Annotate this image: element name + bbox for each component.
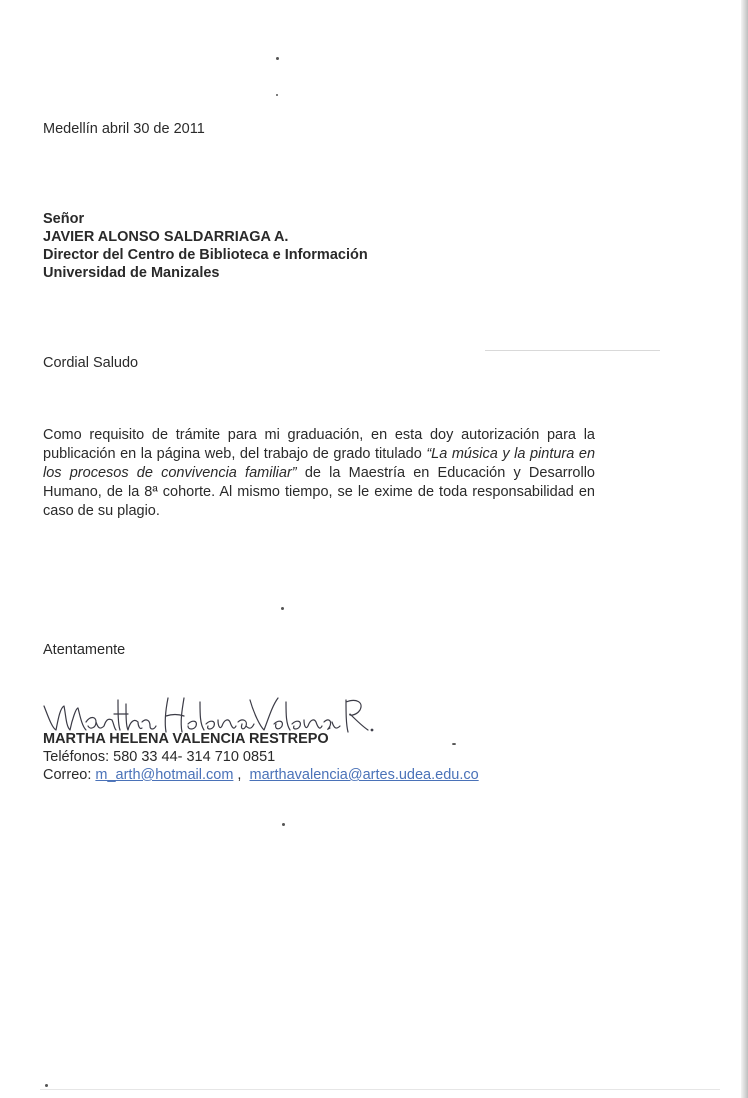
email-label: Correo: [43, 767, 96, 783]
body-part-2: de la Maestría en Educación y Desarrollo Humano, de la 8ª cohorte. Al mismo tiempo, se le exime de toda responsabilidad en caso de su plagio. [43, 465, 595, 519]
recipient-salutation: Señor [43, 211, 85, 227]
recipient-institution: Universidad de Manizales [43, 265, 220, 281]
greeting: Cordial Saludo [43, 355, 139, 371]
recipient-name: JAVIER ALONSO SALDARRIAGA A. [43, 229, 289, 245]
closing: Atentamente [43, 642, 126, 658]
signer-block [43, 730, 479, 784]
letter-date: Medellín abril 30 de 2011 [43, 121, 205, 137]
email-link-udea[interactable]: marthavalencia@artes.udea.edu.co [249, 767, 479, 783]
scan-speck [45, 1084, 48, 1087]
scan-speck [282, 823, 285, 826]
letter-body [43, 426, 595, 521]
scan-line [40, 1089, 720, 1090]
recipient-position: Director del Centro de Biblioteca e Información [43, 247, 368, 263]
email-link-hotmail[interactable]: m_arth@hotmail.com [95, 767, 234, 783]
recipient-block [43, 210, 368, 282]
scan-speck [276, 57, 279, 60]
signer-email-line [43, 766, 479, 784]
scan-speck [276, 94, 278, 96]
scan-edge [741, 0, 748, 1098]
scan-line [485, 350, 660, 351]
thesis-title: “La música y la pintura en los procesos de convivencia familiar” [43, 446, 596, 481]
email-separator: , [233, 767, 250, 783]
signer-phones: Teléfonos: 580 33 44- 314 710 0851 [43, 749, 276, 765]
body-part-1: Como requisito de trámite para mi graduación, en esta doy autorización para la publicación en la página web, del trabajo de grado titulado [43, 427, 595, 462]
signer-name: MARTHA HELENA VALENCIA RESTREPO [43, 731, 329, 747]
scan-speck [281, 607, 284, 610]
